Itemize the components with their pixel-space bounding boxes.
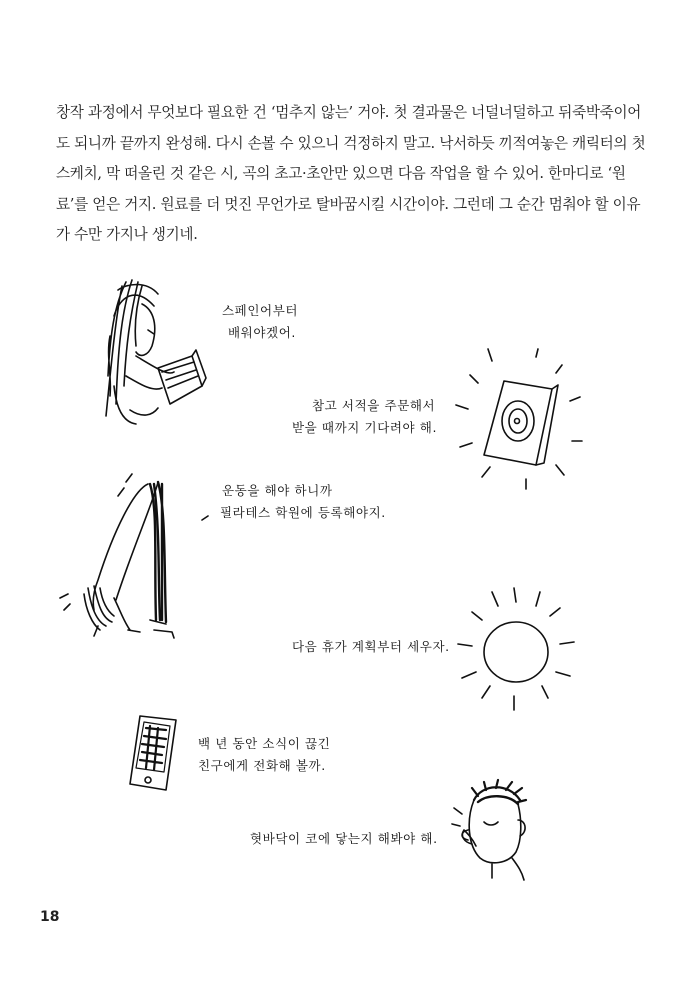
caption-book-line-1: 참고 서적을 주문해서 <box>312 398 436 413</box>
sun-illustration <box>452 586 582 716</box>
caption-spanish-line-1: 스페인어부터 <box>222 303 299 318</box>
caption-pilates-line-2: 필라테스 학원에 등록해야지. <box>220 505 386 520</box>
reference-book-illustration <box>452 345 592 495</box>
caption-spanish-line-2: 배워야겠어. <box>228 325 296 340</box>
caption-vacation-line-1: 다음 휴가 계획부터 세우자. <box>292 639 450 654</box>
caption-book <box>292 395 437 439</box>
pilates-stretch-illustration <box>54 470 214 645</box>
caption-book-line-2: 받을 때까지 기다려야 해. <box>292 420 438 435</box>
caption-pilates-line-1: 운동을 해야 하니까 <box>222 483 333 498</box>
caption-vacation <box>292 636 450 658</box>
caption-friend-line-2: 친구에게 전화해 볼까. <box>198 758 326 773</box>
caption-tongue-line-1: 혓바닥이 코에 닿는지 해봐야 해. <box>250 831 438 846</box>
body-paragraph <box>56 98 652 251</box>
tongue-nose-illustration <box>448 780 538 880</box>
caption-tongue <box>250 828 438 850</box>
body-paragraph-text: 창작 과정에서 무엇보다 필요한 건 ‘멈추지 않는’ 거야. 첫 결과물은 너덜너덜하고 뒤죽박죽이어도 되니까 끝까지 완성해. 다시 손볼 수 있으니 걱정하지 말고. 낙서하듯 끼적여놓은 캐릭터의 첫 스케치, 막 떠올린 것 같은 시, 곡의 초고·초안만 있으면 다음 작업을 할 수 있어. 한마디로 ‘원료’를 얻은 거지. 원료를 더 멋진 무언가로 탈바꿈시킬 시간이야. 그런데 그 순간 멈춰야 할 이유가 수만 가지나 생기네. <box>56 104 646 243</box>
caption-friend-line-1: 백 년 동안 소식이 끊긴 <box>198 736 331 751</box>
caption-pilates <box>220 480 386 524</box>
page-number: 18 <box>40 909 60 925</box>
phone-illustration <box>126 712 182 794</box>
caption-spanish <box>222 300 298 344</box>
girl-reading-illustration <box>96 276 206 426</box>
caption-friend <box>198 733 330 777</box>
